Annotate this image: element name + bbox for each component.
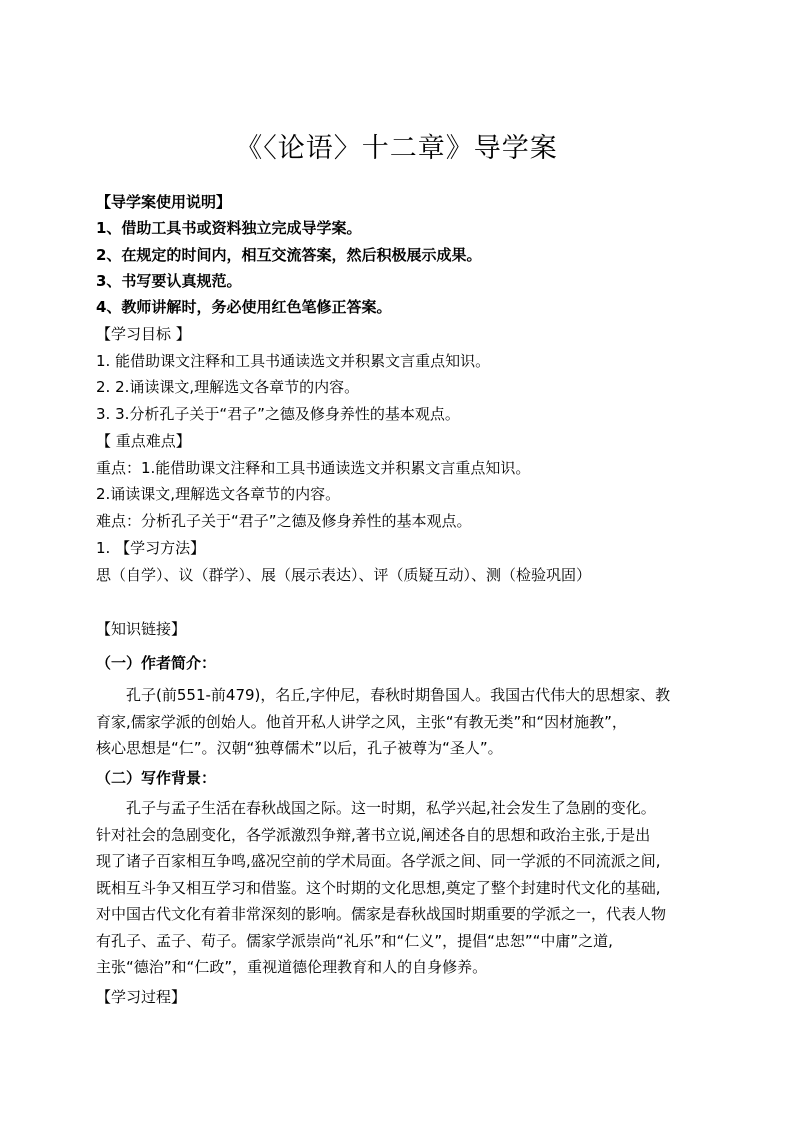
- goals-heading: 【学习目标 】: [96, 325, 191, 343]
- paragraph-line: 对中国古代文化有着非常深刻的影响。儒家是春秋战国时期重要的学派之一，代表人物: [96, 905, 667, 923]
- knowledge-heading: 【知识链接】: [96, 620, 187, 638]
- background-paragraph: [96, 795, 710, 981]
- goal-item: 2. 2.诵读课文,理解选文各章节的内容。: [96, 378, 360, 396]
- key-point-item: 重点：1.能借助课文注释和工具书通读选文并积累文言重点知识。: [96, 459, 531, 477]
- goal-item: 1. 能借助课文注释和工具书通读选文并积累文言重点知识。: [96, 352, 491, 370]
- author-paragraph: [96, 682, 710, 762]
- background-heading: （二）写作背景：: [96, 769, 217, 787]
- paragraph-line: 育家,儒家学派的创始人。他首开私人讲学之风，主张“有教无类”和“因材施教”，: [96, 712, 627, 731]
- author-heading: （一）作者简介：: [96, 654, 217, 672]
- instruction-item: 3、书写要认真规范。: [96, 272, 242, 290]
- paragraph-line: 现了诸子百家相互争鸣,盛况空前的学术局面。各学派之间、同一学派的不同流派之间,: [96, 852, 661, 870]
- method-text: 思（自学）、议（群学）、展（展示表达）、评（质疑互动）、测（检验巩固）: [96, 566, 592, 584]
- method-heading: 1. 【学习方法】: [96, 539, 206, 557]
- instruction-item: 2、在规定的时间内，相互交流答案，然后积极展示成果。: [96, 246, 482, 264]
- key-points-heading: 【 重点难点】: [96, 432, 191, 450]
- instructions-heading: 【导学案使用说明】: [96, 193, 232, 211]
- paragraph-line: 核心思想是“仁”。汉朝“独尊儒术”以后，孔子被尊为“圣人”。: [96, 739, 503, 757]
- paragraph-line: 孔子(前551-前479)，名丘,字仲尼，春秋时期鲁国人。我国古代伟大的思想家、教: [126, 686, 671, 704]
- key-point-item: 难点：分析孔子关于“君子”之德及修身养性的基本观点。: [96, 512, 472, 530]
- key-point-item: 2.诵读课文,理解选文各章节的内容。: [96, 485, 341, 503]
- paragraph-line: 孔子与孟子生活在春秋战国之际。这一时期，私学兴起,社会发生了急剧的变化。: [126, 799, 656, 817]
- paragraph-line: 有孔子、孟子、荀子。儒家学派崇尚“礼乐”和“仁义”，提倡“忠恕”“中庸”之道,: [96, 931, 613, 950]
- paragraph-line: 既相互斗争又相互学习和借鉴。这个时期的文化思想,奠定了整个封建时代文化的基础,: [96, 878, 661, 897]
- page-title: 《〈论语〉十二章》导学案: [235, 133, 558, 164]
- paragraph-line: 主张“德治”和“仁政”，重视道德伦理教育和人的自身修养。: [96, 958, 488, 976]
- process-heading: 【学习过程】: [96, 988, 187, 1006]
- instruction-item: 1、借助工具书或资料独立完成导学案。: [96, 219, 362, 237]
- instruction-item: 4、教师讲解时，务必使用红色笔修正答案。: [96, 298, 392, 316]
- goal-item: 3. 3.分析孔子关于“君子”之德及修身养性的基本观点。: [96, 405, 460, 423]
- paragraph-line: 针对社会的急剧变化，各学派激烈争辩,著书立说,阐述各自的思想和政治主张,于是出: [96, 825, 651, 844]
